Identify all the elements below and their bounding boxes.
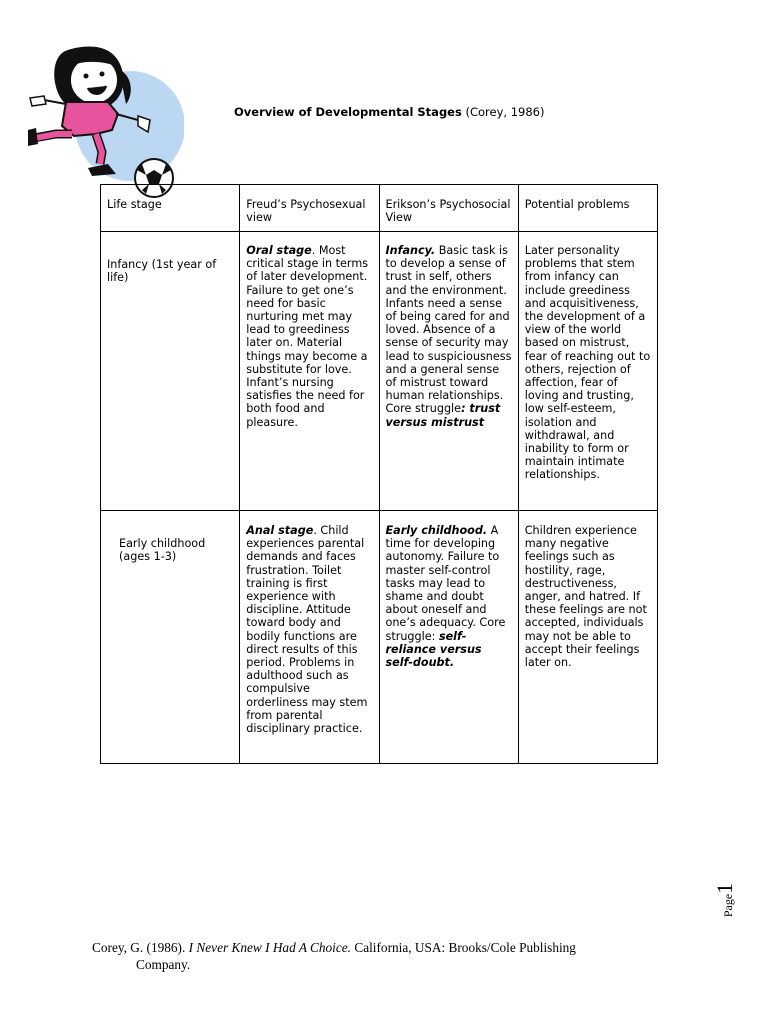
page-label: Page — [721, 893, 735, 918]
reference-citation — [92, 939, 652, 973]
freud-cell — [240, 232, 379, 511]
header-erikson: Erikson’s Psychosocial View — [379, 185, 518, 232]
erikson-text: A time for developing autonomy. Failure to master self-control tasks may lead to shame and doubt about oneself and one’s adequacy. Core struggle: — [385, 524, 506, 643]
page-number-value: 1 — [712, 882, 737, 894]
header-freud: Freud’s Psychosexual view — [240, 185, 379, 232]
erikson-cell — [379, 511, 518, 764]
table-row — [101, 232, 658, 511]
header-life-stage: Life stage — [101, 185, 240, 232]
stage-cell: Early childhood (ages 1-3) — [101, 511, 240, 764]
reference-suffix: California, USA: Brooks/Cole Publishing — [351, 940, 576, 955]
erikson-cell — [379, 232, 518, 511]
page-number — [712, 873, 752, 927]
reference-book-title: I Never Knew I Had A Choice. — [188, 940, 352, 955]
reference-line-2: Company. — [136, 957, 191, 972]
stage-cell: Infancy (1st year of life) — [101, 232, 240, 511]
erikson-stage-name: Early childhood. — [385, 524, 488, 537]
freud-stage-name: Oral stage — [246, 244, 312, 257]
erikson-stage-name: Infancy. — [385, 244, 436, 257]
girl-kicking-soccer-ball-icon — [22, 42, 184, 200]
problems-cell: Children experience many negative feelings such as hostility, rage, destructiveness, anger, and hatred. If these feelings are not accepted, individuals may not be able to accept their feelings later on. — [518, 511, 657, 764]
freud-cell — [240, 511, 379, 764]
header-problems: Potential problems — [518, 185, 657, 232]
erikson-text: Basic task is to develop a sense of trust in self, others and the environment. Infants need a sense of being cared for and loved. Absence of a sense of security may lead to suspiciousness and a general sense of mistrust toward human relationships. Core struggle — [385, 244, 512, 416]
table-header-row — [101, 185, 658, 232]
freud-text: . Most critical stage in terms of later development. Failure to get one’s need for basic nurturing met may lead to greediness later on. Material things may become a substitute for love. Infant’s nursing satisfies the need for both food and pleasure. — [246, 244, 369, 429]
reference-prefix: Corey, G. (1986). — [92, 940, 189, 955]
erikson-core-struggle: self-reliance versus self-doubt. — [385, 629, 482, 670]
freud-text: . Child experiences parental demands and faces frustration. Toilet training is first experience with discipline. Attitude toward body and bodily functions are direct results of this period. Problems in adulthood such as compulsive orderliness may stem from parental disciplinary practice. — [246, 524, 368, 736]
erikson-core-struggle: : trust versus mistrust — [385, 402, 501, 429]
title-text: Overview of Developmental Stages — [234, 105, 462, 119]
title-citation: (Corey, 1986) — [465, 105, 545, 119]
table-row — [101, 511, 658, 764]
developmental-stages-table — [100, 184, 658, 764]
document-title — [234, 105, 544, 119]
freud-stage-name: Anal stage — [246, 524, 314, 537]
problems-cell: Later personality problems that stem from infancy can include greediness and acquisitiveness, the development of a view of the world based on mistrust, fear of reaching out to others, rejection of affection, fear of loving and trusting, low self-esteem, isolation and withdrawal, and inability to form or maintain intimate relationships. — [518, 232, 657, 511]
